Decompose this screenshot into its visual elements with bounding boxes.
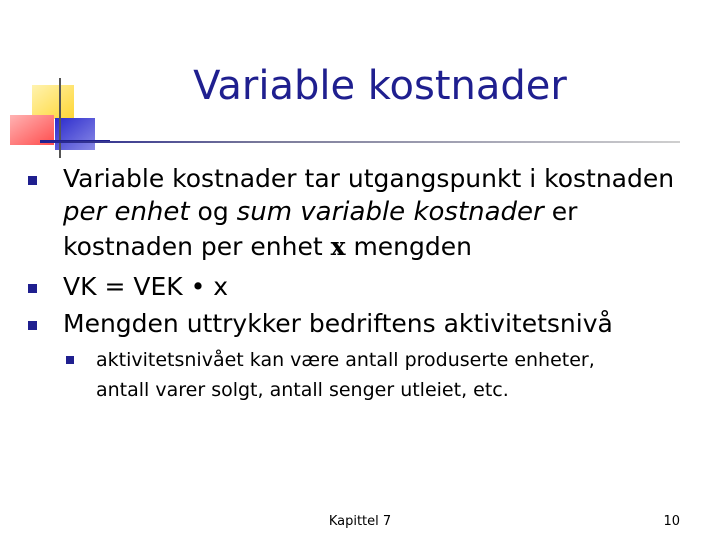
decorative-logo xyxy=(0,0,110,160)
sub-bullet-marker xyxy=(66,356,74,364)
footer-page-number: 10 xyxy=(663,514,680,529)
footer-chapter: Kapittel 7 xyxy=(328,514,392,529)
bullet-1-line-3: kostnaden per enhet x mengden xyxy=(63,232,472,261)
sub-bullet-line-1: aktivitetsnivået kan være antall produserte enheter, xyxy=(96,349,595,371)
bullet-1-italic-1: per enhet xyxy=(63,197,190,227)
title-divider xyxy=(40,141,680,143)
bullet-1-line-1: Variable kostnader tar utgangspunkt i kostnaden xyxy=(63,164,675,193)
bullet-1-line-2 xyxy=(63,196,577,228)
bullet-3-text: Mengden uttrykker bedriftens aktivitetsnivå xyxy=(63,309,613,338)
bullet-1-italic-2: sum variable kostnader xyxy=(236,197,544,227)
logo-yellow-square xyxy=(32,85,74,119)
bullet-marker xyxy=(28,321,37,330)
bullet-2-text: VK = VEK • x xyxy=(63,272,229,301)
bullet-marker xyxy=(28,176,37,185)
sub-bullet-line-2: antall varer solgt, antall senger utleiet, etc. xyxy=(96,379,509,401)
bullet-1-text-end: er xyxy=(543,197,578,226)
bullet-1-bold-x: x xyxy=(330,232,346,261)
bullet-marker xyxy=(28,284,37,293)
bullet-1-text-mid: og xyxy=(189,197,237,226)
slide-title: Variable kostnader xyxy=(193,63,567,109)
